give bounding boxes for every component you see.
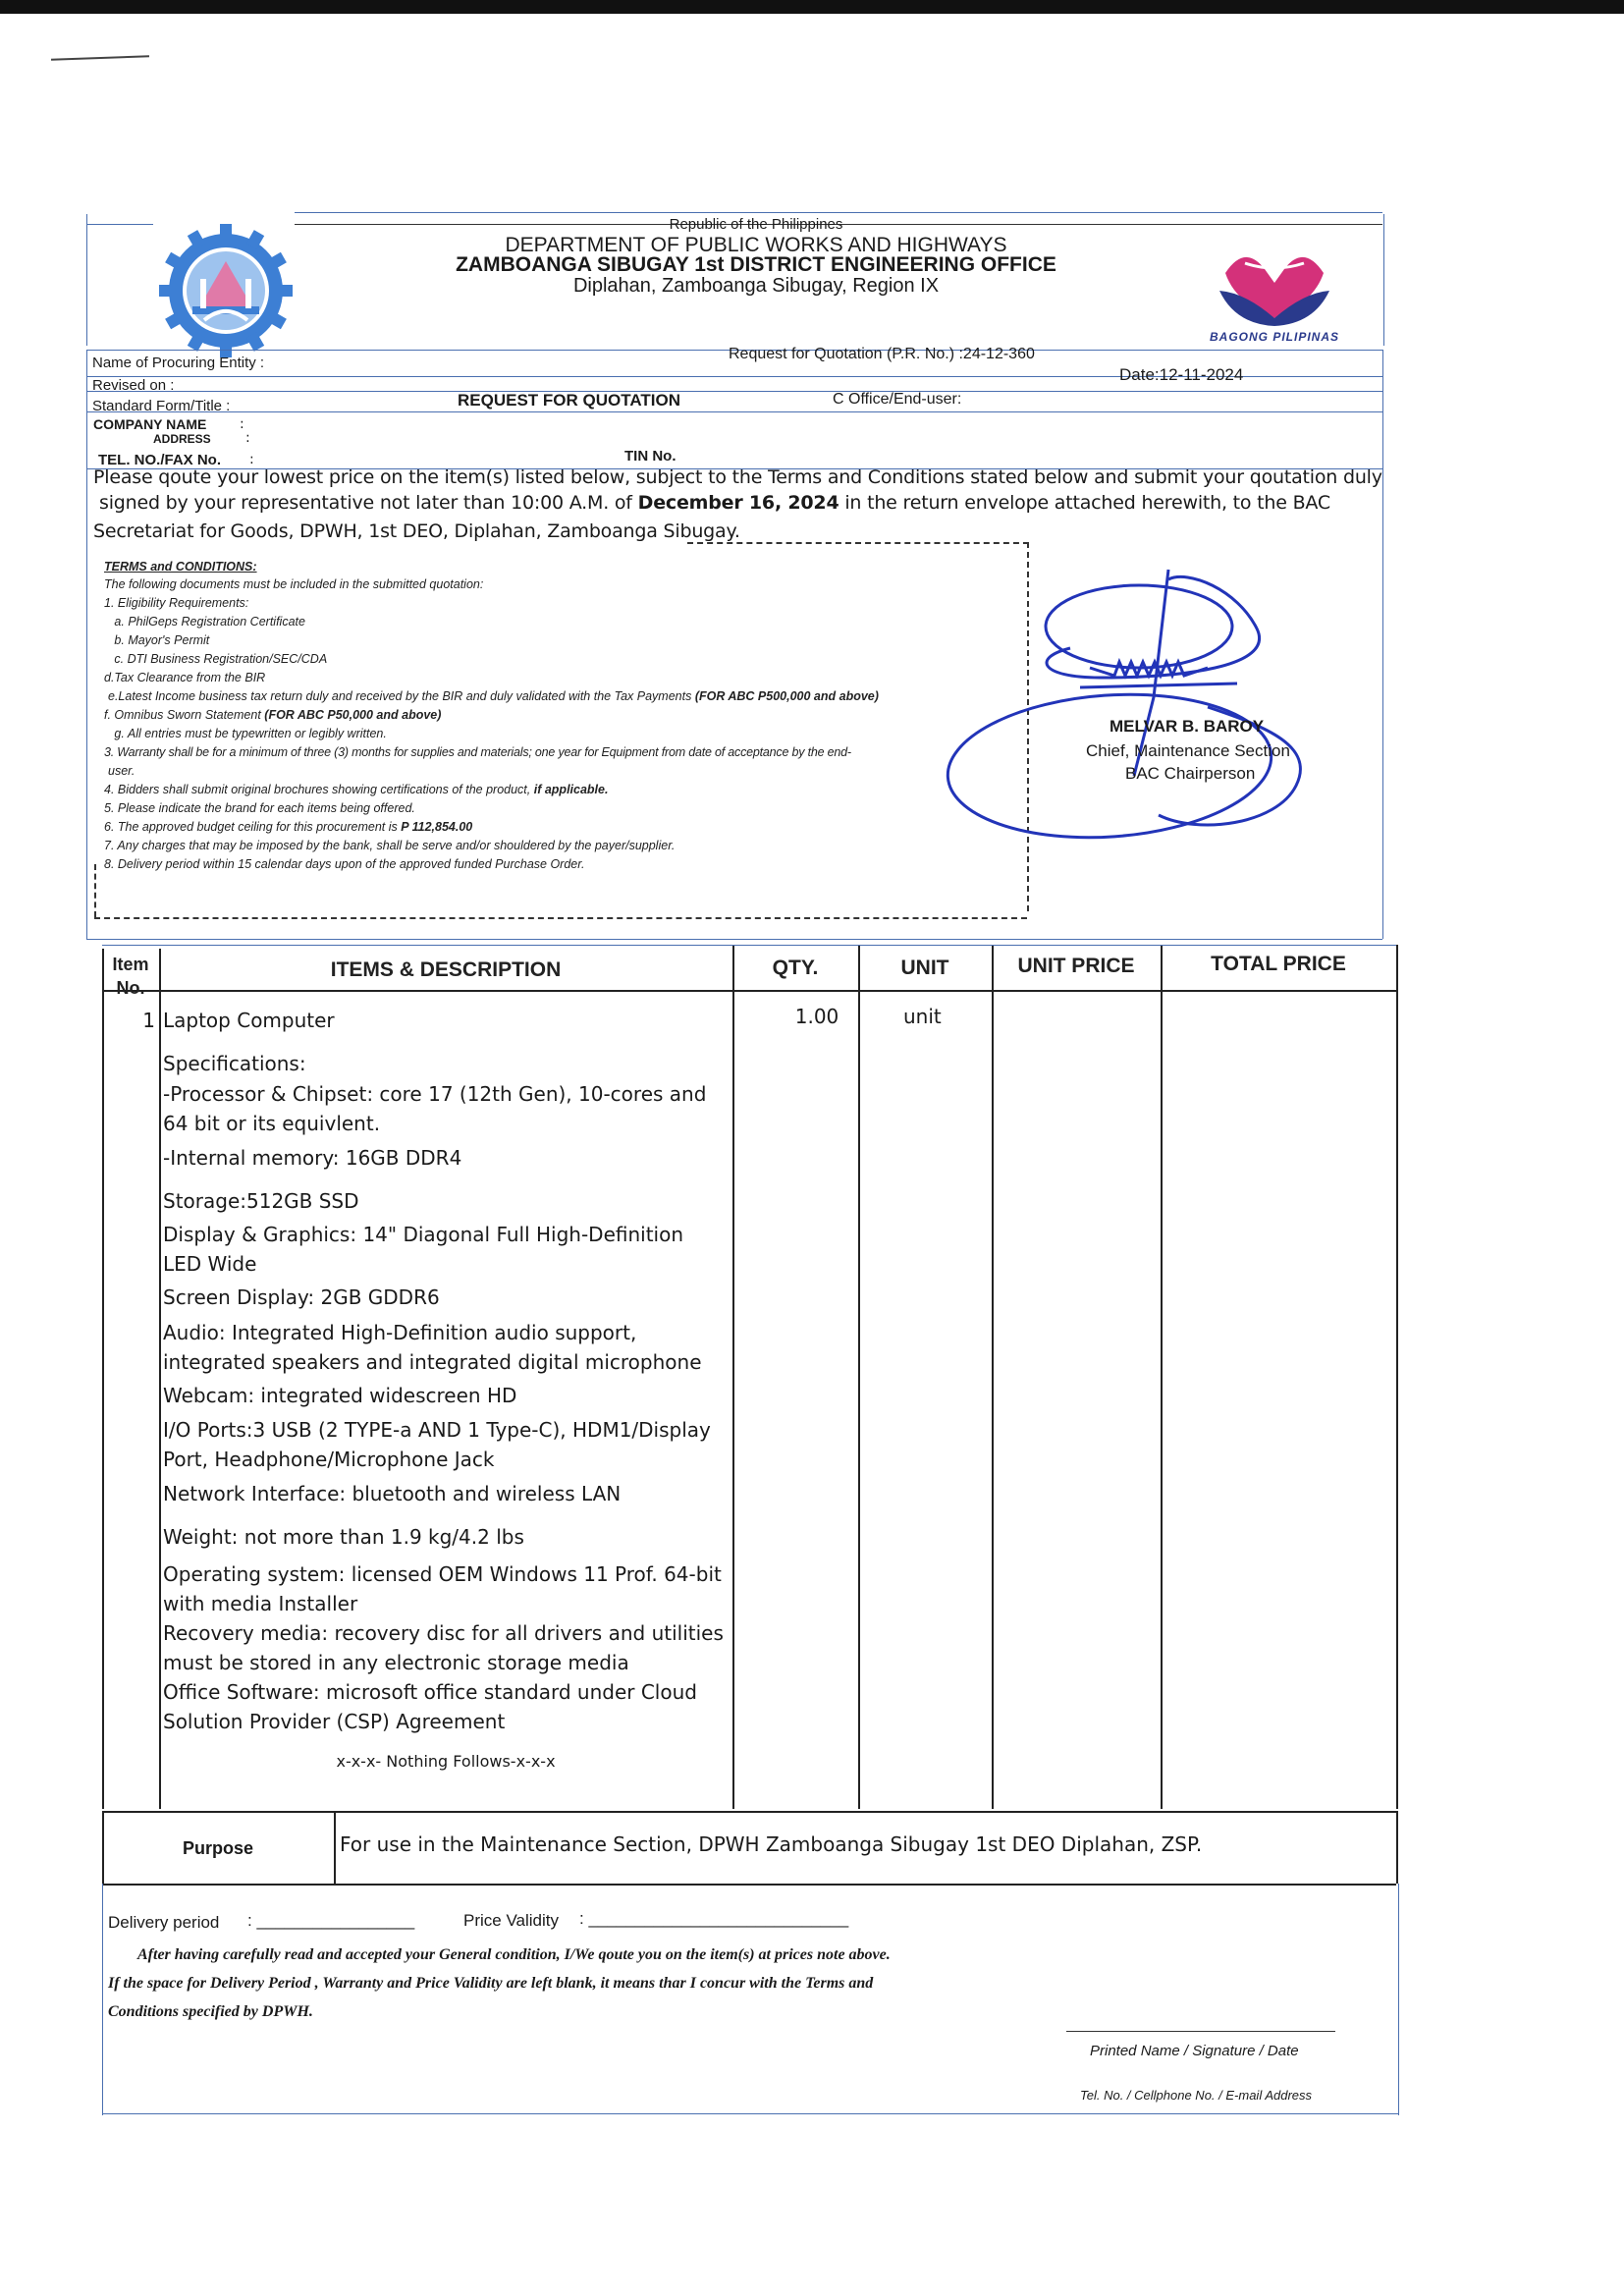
spec-10: Weight: not more than 1.9 kg/4.2 lbs	[163, 1525, 524, 1549]
header-top-line-left	[86, 224, 153, 225]
signature-line	[1066, 2031, 1335, 2032]
table-right	[1396, 945, 1398, 1809]
purpose-divider	[334, 1811, 336, 1884]
purpose-top	[102, 1811, 1396, 1813]
spec-6: Audio: Integrated High-Definition audio support, integrated speakers and integrated digital microphone	[163, 1321, 702, 1374]
signatory-role: BAC Chairperson	[1125, 764, 1256, 783]
terms-box-bottom	[94, 917, 1027, 919]
terms-line-10: 3. Warranty shall be for a minimum of three (3) months for supplies and materials; one year for Equipment from date of acceptance by the end-	[104, 745, 851, 759]
address-label: ADDRESS	[153, 432, 211, 446]
office-title: ZAMBOANGA SIBUGAY 1st DISTRICT ENGINEERING OFFICE	[456, 253, 1056, 276]
frame-left	[86, 350, 87, 939]
revised-on-label: Revised on :	[92, 377, 175, 394]
abc-amount: P 112,854.00	[401, 820, 473, 834]
col-header-qty: QTY.	[772, 957, 819, 979]
terms-line-7	[108, 687, 879, 706]
footer-left	[102, 1884, 103, 2115]
terms-box-top	[687, 542, 1029, 544]
terms-line-4: b. Mayor's Permit	[104, 633, 210, 647]
item-name: Laptop Computer	[163, 1009, 335, 1032]
terms-line-14	[104, 818, 472, 837]
address-colon: :	[245, 430, 250, 446]
terms-line-16: 8. Delivery period within 15 calendar days upon of the approved funded Purchase Order.	[104, 857, 585, 871]
price-validity-field[interactable]: : ____________________________	[579, 1909, 849, 1928]
printed-name-label: Printed Name / Signature / Date	[1090, 2043, 1299, 2059]
rfq-number: Request for Quotation (P.R. No.) :24-12-360	[729, 346, 1035, 362]
submission-deadline: December 16, 2024	[637, 492, 839, 514]
table-header-top	[102, 945, 1396, 946]
spec-11: Operating system: licensed OEM Windows 11 Prof. 64-bit with media Installer	[163, 1562, 722, 1615]
table-col-desc	[732, 945, 734, 1809]
footer-bottom	[102, 2113, 1398, 2114]
terms-line-11: user.	[108, 764, 135, 778]
procuring-entity-label: Name of Procuring Entity :	[92, 355, 265, 371]
col-header-item-no: Item No.	[112, 955, 149, 998]
terms-line-12-bold: if applicable.	[533, 783, 609, 796]
table-header-bottom	[102, 990, 1396, 992]
delivery-period-label: Delivery period	[108, 1913, 220, 1932]
spec-12: Recovery media: recovery disc for all drivers and utilities must be stored in any electronic storage media	[163, 1621, 724, 1674]
item-number: 1	[142, 1009, 155, 1032]
office-end-user-label: C Office/End-user:	[833, 391, 962, 408]
terms-heading: TERMS and CONDITIONS:	[104, 560, 257, 574]
table-col-item	[159, 949, 161, 1809]
terms-line-3: a. PhilGeps Registration Certificate	[104, 615, 305, 629]
bagong-pilipinas-logo	[1206, 234, 1343, 348]
tel-fax-label: TEL. NO./FAX No.	[98, 452, 222, 468]
handwritten-signature	[943, 560, 1414, 854]
terms-line-7-text: e.Latest Income business tax return duly and received by the BIR and duly validated with the Tax Payments	[108, 689, 692, 703]
form-title: REQUEST FOR QUOTATION	[458, 391, 680, 410]
intro-line-2a: signed by your representative not later than 10:00 A.M. of	[99, 492, 638, 514]
terms-line-1: The following documents must be included in the submitted quotation:	[104, 577, 484, 591]
terms-line-6: d.Tax Clearance from the BIR	[104, 671, 266, 684]
tin-label: TIN No.	[624, 448, 677, 465]
purpose-right	[1396, 1811, 1398, 1884]
bagong-pilipinas-wordmark: BAGONG PILIPINAS	[1209, 330, 1339, 344]
scan-top-edge	[0, 0, 1624, 14]
col-header-unit-price: UNIT PRICE	[1017, 955, 1135, 977]
spec-8: I/O Ports:3 USB (2 TYPE-a AND 1 Type-C), HDM1/Display Port, Headphone/Microphone Jack	[163, 1418, 711, 1471]
terms-line-14-text: 6. The approved budget ceiling for this procurement is	[104, 820, 398, 834]
table-col-unit	[992, 945, 994, 1809]
purpose-text: For use in the Maintenance Section, DPWH Zamboanga Sibugay 1st DEO Diplahan, ZSP.	[340, 1832, 1203, 1856]
row-line-3	[86, 391, 1382, 392]
contact-label: Tel. No. / Cellphone No. / E-mail Address	[1080, 2088, 1313, 2103]
terms-line-7-bold: (FOR ABC P500,000 and above)	[694, 689, 879, 703]
delivery-period-field[interactable]: : _________________	[247, 1911, 415, 1930]
terms-line-12-text: 4. Bidders shall submit original brochures showing certifications of the product,	[104, 783, 531, 796]
spec-5: Screen Display: 2GB GDDR6	[163, 1285, 440, 1309]
company-name-label: COMPANY NAME	[93, 416, 207, 432]
nothing-follows: x-x-x- Nothing Follows-x-x-x	[336, 1752, 556, 1771]
spec-7: Webcam: integrated widescreen HD	[163, 1384, 517, 1407]
terms-line-15: 7. Any charges that may be imposed by the bank, shall be serve and/or shouldered by the payer/supplier.	[104, 839, 676, 852]
acceptance-statement: After having carefully read and accepted your General condition, I/We qoute you on the item(s) at prices note above. If the space for Delivery Period , Warranty and Price Validity are left blank, it means thar I concur with the Terms and Conditions specified by DPWH.	[108, 1946, 891, 2020]
terms-line-8	[104, 706, 441, 725]
spec-3: Storage:512GB SSD	[163, 1189, 359, 1213]
spec-9: Network Interface: bluetooth and wireless LAN	[163, 1482, 622, 1505]
col-header-description: ITEMS & DESCRIPTION	[330, 958, 562, 981]
company-name-colon: :	[240, 416, 244, 432]
footer-right	[1398, 1884, 1399, 2115]
form-date: Date:12-11-2024	[1119, 365, 1244, 384]
table-left	[102, 949, 104, 1809]
terms-line-5: c. DTI Business Registration/SEC/CDA	[104, 652, 328, 666]
table-top-line	[86, 939, 1382, 940]
header-top-rule	[295, 212, 1382, 213]
col-header-total-price: TOTAL PRICE	[1211, 953, 1346, 975]
col-header-unit: UNIT	[900, 957, 949, 979]
terms-line-8-bold: (FOR ABC P50,000 and above)	[264, 708, 442, 722]
tel-fax-colon: :	[249, 452, 254, 467]
intro-line-2b: in the return envelope attached herewith, to the BAC	[839, 492, 1330, 514]
table-col-qty	[858, 945, 860, 1809]
signatory-position: Chief, Maintenance Section	[1086, 741, 1290, 760]
terms-line-13: 5. Please indicate the brand for each items being offered.	[104, 801, 415, 815]
intro-line-3: Secretariat for Goods, DPWH, 1st DEO, Diplahan, Zamboanga Sibugay.	[93, 520, 740, 542]
spec-13: Office Software: microsoft office standard under Cloud Solution Provider (CSP) Agreement	[163, 1680, 697, 1733]
row-line-4	[86, 411, 1382, 412]
item-qty: 1.00	[794, 1005, 839, 1028]
table-col-uprice	[1161, 945, 1163, 1809]
spec-4: Display & Graphics: 14" Diagonal Full High-Definition LED Wide	[163, 1223, 684, 1276]
standard-form-label: Standard Form/Title :	[92, 398, 231, 414]
terms-line-2: 1. Eligibility Requirements:	[104, 596, 249, 610]
specs-heading: Specifications:	[163, 1052, 306, 1075]
price-validity-label: Price Validity	[463, 1911, 559, 1930]
office-location: Diplahan, Zamboanga Sibugay, Region IX	[572, 275, 940, 297]
spec-2: -Internal memory: 16GB DDR4	[163, 1146, 462, 1170]
intro-line-2	[99, 492, 1330, 514]
terms-box-left	[94, 864, 96, 917]
scan-mark	[51, 55, 149, 60]
department-title: DEPARTMENT OF PUBLIC WORKS AND HIGHWAYS	[505, 234, 1007, 256]
terms-line-12	[104, 781, 608, 799]
item-unit: unit	[903, 1005, 942, 1028]
intro-line-1: Please qoute your lowest price on the item(s) listed below, subject to the Terms and Conditions stated below and submit your qoutation duly	[93, 466, 1382, 488]
dpwh-seal-logo	[157, 222, 295, 359]
purpose-bottom	[102, 1884, 1396, 1886]
signatory-name: MELVAR B. BAROY	[1110, 717, 1265, 736]
terms-line-8-text: f. Omnibus Sworn Statement	[104, 708, 261, 722]
republic-label: Republic of the Philippines	[669, 216, 843, 233]
purpose-label: Purpose	[182, 1838, 254, 1858]
terms-line-9: g. All entries must be typewritten or legibly written.	[104, 727, 387, 740]
spec-1: -Processor & Chipset: core 17 (12th Gen), 10-cores and 64 bit or its equivlent.	[163, 1082, 707, 1135]
